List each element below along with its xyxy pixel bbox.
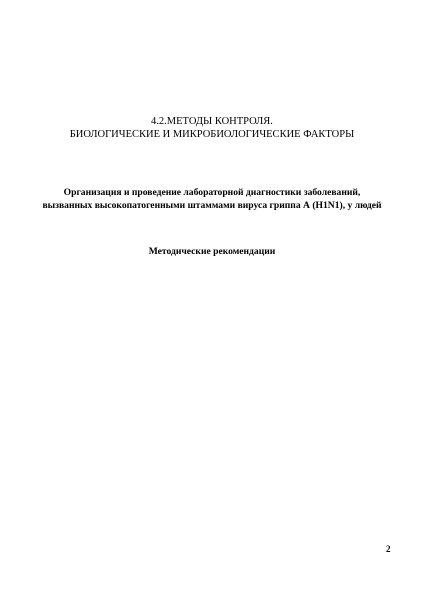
document-subtitle: Методические рекомендации [148, 246, 276, 257]
page-number: 2 [386, 544, 391, 554]
section-heading-line-2: БИОЛОГИЧЕСКИЕ И МИКРОБИОЛОГИЧЕСКИЕ ФАКТОРЫ [69, 129, 355, 140]
document-title-line-2: вызванных высокопатогенными штаммами вируса гриппа А (H1N1), у людей [42, 200, 382, 211]
section-heading-line-1: 4.2.МЕТОДЫ КОНТРОЛЯ. [151, 116, 273, 127]
document-title-line-1: Организация и проведение лабораторной диагностики заболеваний, [63, 187, 361, 198]
